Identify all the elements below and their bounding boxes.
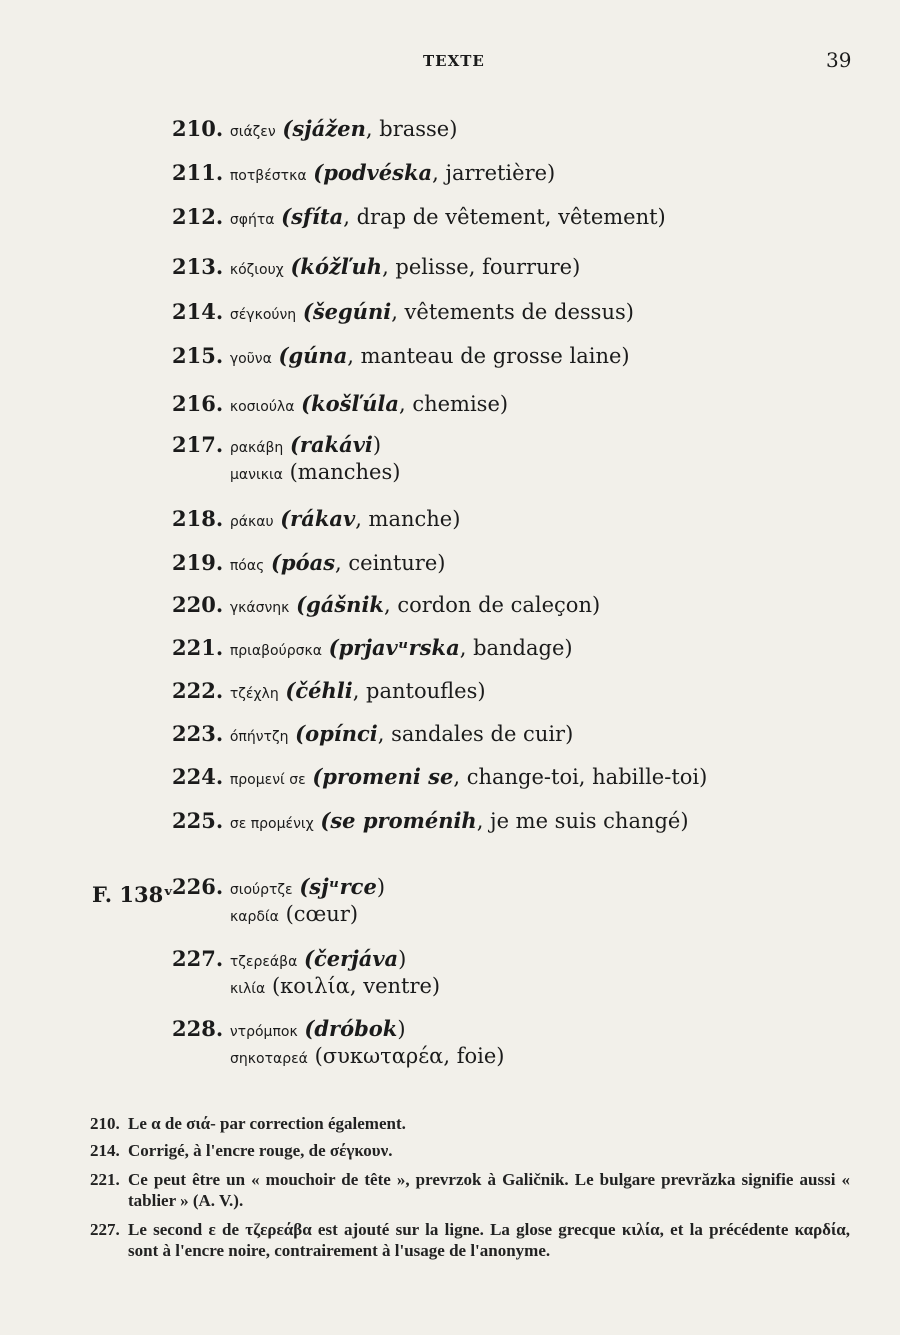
entry-greek-gloss: σηκοταρεά — [230, 1051, 308, 1067]
entry-number: 221. — [172, 635, 224, 660]
entry-number: 219. — [172, 550, 224, 575]
entry-greek: ποτβέστκα — [229, 168, 307, 184]
entry-number: 218. — [172, 506, 224, 531]
glossary-entry: 223. όπήντζη (opínci, sandales de cuir) — [172, 721, 574, 746]
entry-greek: πόας — [229, 558, 265, 574]
entry-number: 216. — [172, 391, 224, 416]
entry-number: 225. — [172, 808, 224, 833]
entry-number: 210. — [172, 116, 224, 141]
glossary-entry: 214. σέγκούνη (šegúni, vêtements de dessus) — [172, 299, 634, 324]
entry-greek: γκάσνηκ — [229, 600, 290, 616]
glossary-entry: 226. σιούρτζε (sjᵘrce) καρδία (cœur) — [172, 874, 385, 903]
glossary-entry: 221. πριαβούρσκα (prjavᵘrska, bandage) — [172, 635, 573, 660]
entry-number: 217. — [172, 432, 224, 457]
entry-greek-gloss: καρδία — [230, 909, 279, 925]
footnote-number: 221. — [90, 1170, 120, 1189]
footnote-text: Ce peut être un « mouchoir de tête », prevrzok à Galičnik. Le bulgare prevrăzka signifie aussi « tablier » (A. V.). — [128, 1170, 850, 1210]
entry-gloss: ) — [398, 947, 407, 971]
folio-marker: F. 138ᵛ — [92, 882, 174, 907]
entry-greek: όπήντζη — [229, 729, 289, 745]
footnote — [90, 1169, 850, 1210]
entry-number: 228. — [172, 1016, 224, 1041]
glossary-entry: 228. ντρόμποκ (dróbok) σηκοταρεά (συκωταρέα, foie) — [172, 1016, 406, 1045]
entry-gloss: , bandage) — [459, 636, 573, 660]
entry-greek: σιούρτζε — [229, 882, 293, 898]
glossary-entry: 224. πρoμενί σε (promeni se, change-toi, habille-toi) — [172, 764, 708, 789]
entry-greek: σέγκούνη — [229, 307, 297, 323]
entry-transliteration: sjážen — [292, 116, 366, 141]
entry-gloss-translation: (cœur) — [285, 902, 359, 926]
entry-number: 223. — [172, 721, 224, 746]
entry-transliteration: prjavᵘrska — [338, 635, 460, 660]
glossary-entry: 220. γκάσνηκ (gášnik, cordon de caleçon) — [172, 592, 601, 617]
footnote-text: Le α de σιά- par correction également. — [128, 1114, 406, 1133]
entry-gloss: , je me suis changé) — [476, 809, 689, 833]
glossary-entry: 225. σε πρoμένιχ (se proménih, je me suis changé) — [172, 808, 689, 833]
entry-greek: τζέχλη — [229, 686, 279, 702]
entry-gloss: ) — [372, 433, 382, 457]
entry-gloss: , brasse) — [365, 117, 458, 141]
glossary-entry: 217. ρακάβη (rakávi) μανικια (manches) — [172, 432, 381, 461]
entry-number: 214. — [172, 299, 224, 324]
glossary-entry: 210. σιάζεν (sjážen, brasse) — [172, 116, 458, 141]
entry-number: 224. — [172, 764, 224, 789]
entry-transliteration: sjᵘrce — [309, 874, 377, 899]
entry-gloss: ) — [397, 1017, 406, 1041]
footnote — [90, 1113, 406, 1134]
entry-number: 212. — [172, 204, 224, 229]
entry-number: 226. — [172, 874, 224, 899]
entry-transliteration: se proménih — [330, 808, 477, 833]
glossary-entry: 222. τζέχλη (čéhli, pantoufles) — [172, 678, 486, 703]
glossary-entry: 227. τζερεάβα (čerjáva) κιλία (κοιλία, ventre) — [172, 946, 406, 975]
entry-greek: σφήτα — [229, 212, 275, 228]
entry-gloss: , ceinture) — [335, 551, 446, 575]
entry-transliteration: košľúla — [311, 391, 399, 416]
entry-transliteration: opínci — [305, 721, 378, 746]
entry-gloss: ) — [376, 875, 386, 899]
entry-gloss: , manteau de grosse laine) — [347, 344, 630, 368]
entry-transliteration: póas — [280, 550, 336, 575]
entry-second-line — [230, 459, 400, 488]
entry-gloss: , pantoufles) — [352, 679, 486, 703]
glossary-entry: 218. ράκαυ (rákav, manche) — [172, 506, 461, 531]
entry-gloss: , manche) — [355, 507, 461, 531]
footnote-text: Corrigé, à l'encre rouge, de σέγκουν. — [128, 1141, 393, 1160]
entry-gloss: , jarretière) — [432, 161, 556, 185]
footnote-number: 214. — [90, 1141, 120, 1160]
entry-gloss-translation: (κοιλία, ventre) — [271, 974, 441, 998]
entry-greek: γοῦνα — [229, 351, 272, 367]
footnote-text: Le second ε de τζερεάβα est ajouté sur la ligne. La glose grecque κιλία, et la précédente καρδία, sont à l'encre noire, contrairement à l'usage de l'anonyme. — [128, 1220, 850, 1260]
entry-greek: σε πρoμένιχ — [229, 816, 314, 832]
entry-transliteration: čéhli — [295, 678, 353, 703]
entry-gloss-translation: (συκωταρέα, foie) — [314, 1044, 505, 1068]
entry-greek: κόζιουχ — [229, 262, 284, 278]
entry-transliteration: čerjáva — [313, 946, 399, 971]
glossary-entry: 219. πόας (póas, ceinture) — [172, 550, 446, 575]
entry-transliteration: kóžľuh — [300, 254, 383, 279]
footnote — [90, 1219, 850, 1260]
entry-transliteration: sfíta — [291, 204, 344, 229]
entry-greek: πρoμενί σε — [229, 772, 306, 788]
entry-gloss: , change-toi, habille-toi) — [453, 765, 708, 789]
entry-transliteration: podvéska — [323, 160, 433, 185]
entry-gloss: , vêtements de dessus) — [391, 300, 634, 324]
entry-greek: ρακάβη — [229, 440, 284, 456]
entry-greek-gloss: κιλία — [230, 981, 266, 997]
entry-number: 227. — [172, 946, 224, 971]
running-title: TEXTE — [423, 52, 485, 70]
entry-transliteration: rákav — [290, 506, 356, 531]
glossary-entry: 216. κοσιούλα (košľúla, chemise) — [172, 391, 509, 416]
entry-gloss-translation: (manches) — [289, 460, 401, 484]
footnote-number: 210. — [90, 1114, 120, 1133]
entry-transliteration: dróbok — [314, 1016, 398, 1041]
glossary-entry: 215. γοῦνα (gúna, manteau de grosse laine) — [172, 343, 630, 368]
entry-number: 213. — [172, 254, 224, 279]
entry-gloss: , chemise) — [398, 392, 509, 416]
entry-greek: κοσιούλα — [229, 399, 295, 415]
glossary-entry: 212. σφήτα (sfíta, drap de vêtement, vêtement) — [172, 204, 666, 229]
entry-transliteration: gúna — [288, 343, 348, 368]
entry-greek: τζερεάβα — [229, 954, 298, 970]
entry-transliteration: šegúni — [312, 299, 392, 324]
entry-greek: ντρόμποκ — [229, 1024, 298, 1040]
entry-number: 222. — [172, 678, 224, 703]
entry-gloss: , sandales de cuir) — [377, 722, 574, 746]
entry-greek: πριαβούρσκα — [229, 643, 322, 659]
glossary-entry: 213. κόζιουχ (kóžľuh, pelisse, fourrure) — [172, 254, 581, 279]
page-number: 39 — [826, 48, 852, 72]
footnote — [90, 1140, 393, 1161]
entry-gloss: , drap de vêtement, vêtement) — [343, 205, 666, 229]
entry-greek: ράκαυ — [229, 514, 274, 530]
entry-transliteration: rakávi — [299, 432, 373, 457]
entry-number: 215. — [172, 343, 224, 368]
entry-second-line — [230, 973, 440, 1002]
entry-number: 220. — [172, 592, 224, 617]
entry-second-line — [230, 1043, 504, 1072]
glossary-entry: 211. ποτβέστκα (podvéska, jarretière) — [172, 160, 556, 185]
entry-transliteration: gášnik — [306, 592, 384, 617]
entry-transliteration: promeni se — [322, 764, 454, 789]
entry-gloss: , cordon de caleçon) — [383, 593, 601, 617]
entry-greek-gloss: μανικια — [230, 467, 283, 483]
entry-number: 211. — [172, 160, 224, 185]
entry-gloss: , pelisse, fourrure) — [382, 255, 581, 279]
footnote-number: 227. — [90, 1220, 120, 1239]
entry-second-line — [230, 901, 358, 930]
entry-greek: σιάζεν — [229, 124, 276, 140]
